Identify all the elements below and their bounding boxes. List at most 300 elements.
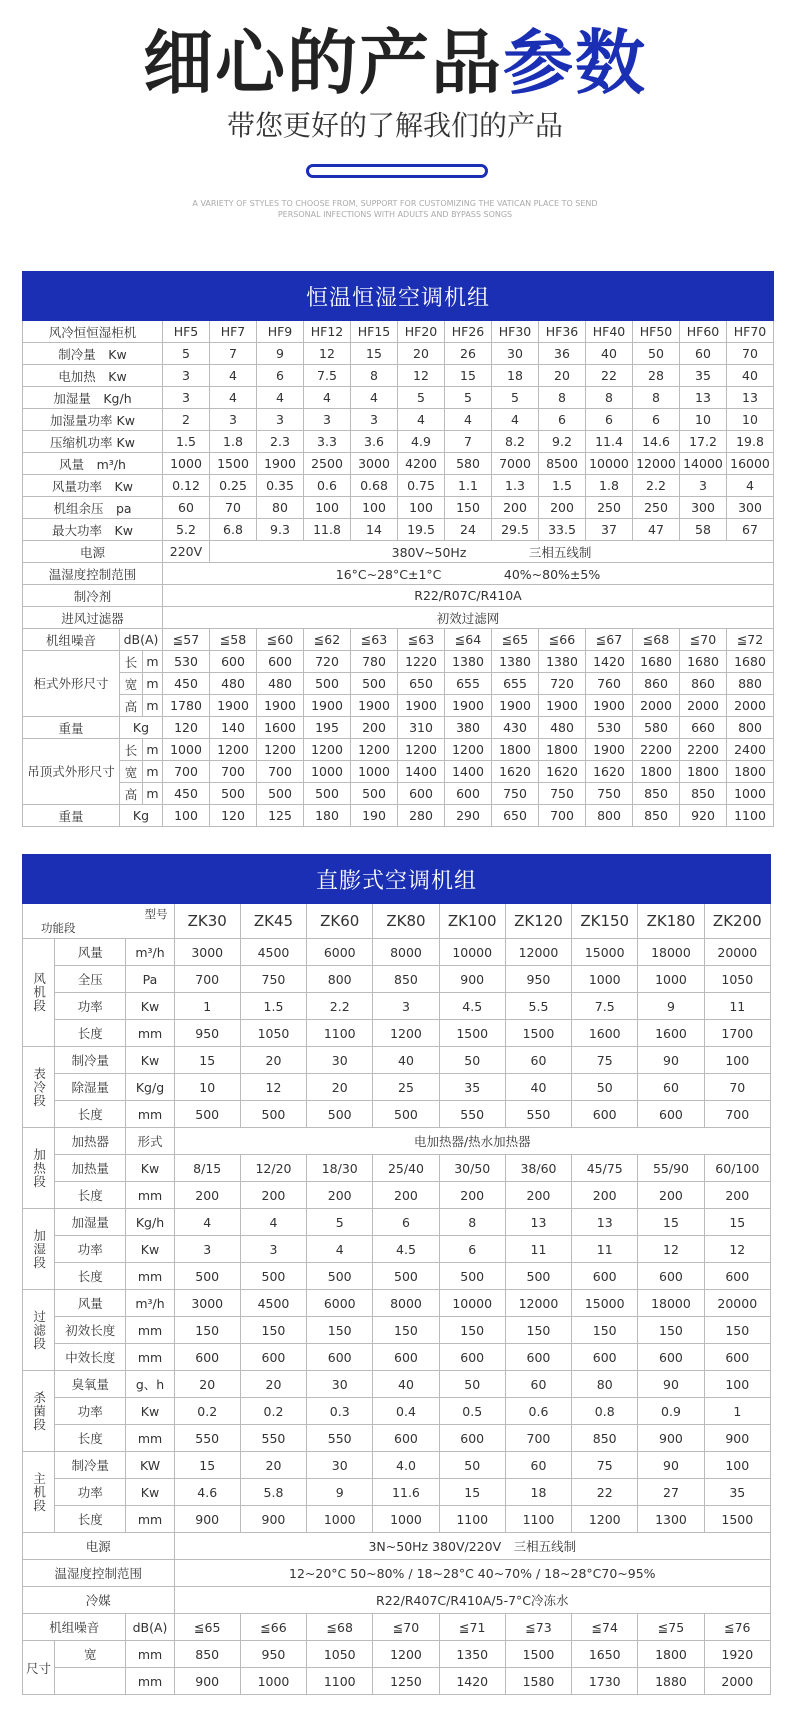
value-cell: 1620 bbox=[539, 761, 586, 783]
table-row bbox=[23, 409, 774, 431]
value-cell: 850 bbox=[633, 805, 680, 827]
unit-cell: mm bbox=[126, 1641, 174, 1668]
table-row bbox=[23, 1371, 771, 1398]
value-cell: 550 bbox=[307, 1425, 373, 1452]
value-cell: ≦57 bbox=[163, 629, 210, 651]
value-cell: 20 bbox=[307, 1074, 373, 1101]
model-cell: ZK30 bbox=[174, 904, 240, 939]
value-cell: 780 bbox=[351, 651, 398, 673]
model-cell: ZK180 bbox=[638, 904, 704, 939]
value-cell: 150 bbox=[373, 1317, 439, 1344]
value-cell: 900 bbox=[704, 1425, 770, 1452]
value-cell: 880 bbox=[727, 673, 774, 695]
table-row bbox=[23, 1425, 771, 1452]
value-cell: 200 bbox=[638, 1182, 704, 1209]
value-cell: 29.5 bbox=[492, 519, 539, 541]
value-cell: 600 bbox=[572, 1344, 638, 1371]
value-cell: 700 bbox=[174, 966, 240, 993]
value-cell: 4.0 bbox=[373, 1452, 439, 1479]
value-cell: 200 bbox=[174, 1182, 240, 1209]
value-cell: 700 bbox=[704, 1101, 770, 1128]
value-cell: 38/60 bbox=[505, 1155, 571, 1182]
value-cell: 1200 bbox=[445, 739, 492, 761]
row-label: 温湿度控制范围 bbox=[23, 563, 163, 585]
value-cell: 6 bbox=[257, 365, 304, 387]
value-cell: 9.2 bbox=[539, 431, 586, 453]
table-row bbox=[23, 475, 774, 497]
value-cell: 2000 bbox=[633, 695, 680, 717]
value-cell: 900 bbox=[174, 1668, 240, 1695]
value-cell: 30 bbox=[307, 1452, 373, 1479]
value-cell: 30/50 bbox=[439, 1155, 505, 1182]
value-cell: 150 bbox=[174, 1317, 240, 1344]
model-cell: HF70 bbox=[727, 321, 774, 343]
value-cell: 200 bbox=[539, 497, 586, 519]
corner-header bbox=[23, 904, 175, 939]
value-cell: 1.8 bbox=[586, 475, 633, 497]
unit-cell: m bbox=[143, 783, 163, 805]
table-row bbox=[23, 673, 774, 695]
value-cell: 600 bbox=[439, 1425, 505, 1452]
value-cell: 2400 bbox=[727, 739, 774, 761]
value-cell: 2.3 bbox=[257, 431, 304, 453]
value-cell: 4 bbox=[257, 387, 304, 409]
value-cell: 2.2 bbox=[307, 993, 373, 1020]
value-cell: 1600 bbox=[638, 1020, 704, 1047]
value-cell: 100 bbox=[704, 1371, 770, 1398]
unit-cell: m bbox=[143, 673, 163, 695]
value-cell: 1.3 bbox=[492, 475, 539, 497]
table-row bbox=[23, 939, 771, 966]
value-cell: R22/R07C/R410A bbox=[163, 585, 774, 607]
value-cell: 4 bbox=[398, 409, 445, 431]
value-cell: 150 bbox=[638, 1317, 704, 1344]
direct-expansion-table bbox=[22, 854, 771, 1695]
value-cell: 4 bbox=[492, 409, 539, 431]
value-cell: 500 bbox=[307, 1263, 373, 1290]
value-cell: 37 bbox=[586, 519, 633, 541]
value-cell: 150 bbox=[445, 497, 492, 519]
value-cell: 8 bbox=[439, 1209, 505, 1236]
value-cell: 90 bbox=[638, 1452, 704, 1479]
value-cell: 950 bbox=[240, 1641, 306, 1668]
value-cell: 1000 bbox=[572, 966, 638, 993]
unit-cell: m bbox=[143, 739, 163, 761]
dim-cell: 高 bbox=[120, 695, 143, 717]
value-cell: 6 bbox=[633, 409, 680, 431]
value-cell: 5 bbox=[307, 1209, 373, 1236]
dim-cell: 长 bbox=[120, 651, 143, 673]
value-cell: 6 bbox=[539, 409, 586, 431]
value-cell: 1900 bbox=[257, 695, 304, 717]
value-cell: ≦71 bbox=[439, 1614, 505, 1641]
value-cell: 480 bbox=[210, 673, 257, 695]
value-cell: 18/30 bbox=[307, 1155, 373, 1182]
value-cell: 2500 bbox=[304, 453, 351, 475]
item-cell: 中效长度 bbox=[55, 1344, 126, 1371]
value-cell: ≦74 bbox=[572, 1614, 638, 1641]
value-cell: 3 bbox=[351, 409, 398, 431]
value-cell: 27 bbox=[638, 1479, 704, 1506]
table-row bbox=[23, 1533, 771, 1560]
table-row bbox=[23, 1290, 771, 1317]
value-cell: 500 bbox=[240, 1263, 306, 1290]
value-cell: 0.8 bbox=[572, 1398, 638, 1425]
value-cell: 60 bbox=[680, 343, 727, 365]
value-cell: 2.2 bbox=[633, 475, 680, 497]
value-cell: 1100 bbox=[307, 1668, 373, 1695]
value-cell: 1800 bbox=[680, 761, 727, 783]
value-cell: 1220 bbox=[398, 651, 445, 673]
table-row bbox=[23, 1155, 771, 1182]
value-cell: 3 bbox=[257, 409, 304, 431]
table-row bbox=[23, 993, 771, 1020]
value-cell: 3 bbox=[240, 1236, 306, 1263]
value-cell: 0.35 bbox=[257, 475, 304, 497]
item-cell: 功率 bbox=[55, 1398, 126, 1425]
group-label: 尺寸 bbox=[23, 1641, 55, 1695]
value-cell: 1900 bbox=[586, 739, 633, 761]
value-cell: 20 bbox=[240, 1047, 306, 1074]
value-cell: ≦68 bbox=[633, 629, 680, 651]
table-row bbox=[23, 651, 774, 673]
value-cell: 500 bbox=[210, 783, 257, 805]
value-cell: 0.25 bbox=[210, 475, 257, 497]
value-cell: 10000 bbox=[586, 453, 633, 475]
value-cell: 12~20°C 50~80% / 18~28°C 40~70% / 18~28°C70~95% bbox=[174, 1560, 770, 1587]
decorative-pill bbox=[306, 164, 488, 178]
value-cell: 1050 bbox=[240, 1020, 306, 1047]
value-cell: 450 bbox=[163, 783, 210, 805]
value-cell: 40 bbox=[505, 1074, 571, 1101]
unit-cell: m bbox=[143, 761, 163, 783]
value-cell: 10000 bbox=[439, 1290, 505, 1317]
model-cell: ZK150 bbox=[572, 904, 638, 939]
value-cell: 4500 bbox=[240, 1290, 306, 1317]
unit-cell: mm bbox=[126, 1506, 174, 1533]
value-cell: 1.5 bbox=[539, 475, 586, 497]
value-cell: 1600 bbox=[257, 717, 304, 739]
group-label: 吊顶式外形尺寸 bbox=[23, 739, 120, 805]
table-row bbox=[23, 1236, 771, 1263]
value-cell: 3 bbox=[680, 475, 727, 497]
model-cell: ZK80 bbox=[373, 904, 439, 939]
value-cell: 13 bbox=[727, 387, 774, 409]
table-row bbox=[23, 431, 774, 453]
value-cell: 1500 bbox=[210, 453, 257, 475]
value-cell: ≦65 bbox=[492, 629, 539, 651]
value-cell: 70 bbox=[704, 1074, 770, 1101]
row-label: 加湿量 Kg/h bbox=[23, 387, 163, 409]
value-cell: 200 bbox=[704, 1182, 770, 1209]
value-cell: 850 bbox=[373, 966, 439, 993]
value-cell: 55/90 bbox=[638, 1155, 704, 1182]
unit-cell: Kw bbox=[126, 1479, 174, 1506]
value-cell: 1900 bbox=[257, 453, 304, 475]
value-cell: 90 bbox=[638, 1371, 704, 1398]
value-cell: 900 bbox=[638, 1425, 704, 1452]
value-cell: 12 bbox=[398, 365, 445, 387]
value-cell: ≦66 bbox=[539, 629, 586, 651]
value-cell: 1 bbox=[704, 1398, 770, 1425]
value-cell: 200 bbox=[373, 1182, 439, 1209]
value-cell: 1000 bbox=[304, 761, 351, 783]
value-cell: 6 bbox=[373, 1209, 439, 1236]
value-cell: 7 bbox=[210, 343, 257, 365]
group-label: 加湿段 bbox=[23, 1209, 55, 1290]
value-cell: 100 bbox=[398, 497, 445, 519]
value-cell: 150 bbox=[505, 1317, 571, 1344]
value-cell: 1920 bbox=[704, 1641, 770, 1668]
unit-cell: mm bbox=[126, 1263, 174, 1290]
value-cell: 220V bbox=[163, 541, 210, 563]
value-cell: 1680 bbox=[727, 651, 774, 673]
value-cell: 5.8 bbox=[240, 1479, 306, 1506]
group-label: 主机段 bbox=[23, 1452, 55, 1533]
table-row bbox=[23, 1452, 771, 1479]
value-cell: 1200 bbox=[351, 739, 398, 761]
table-row bbox=[23, 695, 774, 717]
value-cell: 700 bbox=[505, 1425, 571, 1452]
value-cell: 720 bbox=[304, 651, 351, 673]
dim-cell: 高 bbox=[120, 783, 143, 805]
table-row bbox=[23, 585, 774, 607]
item-cell: 制冷量 bbox=[55, 1452, 126, 1479]
value-cell: 1420 bbox=[439, 1668, 505, 1695]
item-cell: 功率 bbox=[55, 1236, 126, 1263]
table-row bbox=[23, 321, 774, 343]
value-cell: 30 bbox=[307, 1371, 373, 1398]
table-row bbox=[23, 1506, 771, 1533]
value-cell: 1780 bbox=[163, 695, 210, 717]
value-cell: 200 bbox=[307, 1182, 373, 1209]
value-cell: 10 bbox=[680, 409, 727, 431]
value-cell: 580 bbox=[633, 717, 680, 739]
value-cell: 1900 bbox=[586, 695, 633, 717]
tagline: A VARIETY OF STYLES TO CHOOSE FROM, SUPPORT FOR CUSTOMIZING THE VATICAN PLACE TO SEND PERSONAL INFECTIONS WITH ADULTS AND BYPASS SONGS bbox=[192, 199, 598, 219]
model-cell: HF40 bbox=[586, 321, 633, 343]
item-cell: 除湿量 bbox=[55, 1074, 126, 1101]
value-cell: 1900 bbox=[539, 695, 586, 717]
value-cell: 1 bbox=[174, 993, 240, 1020]
value-cell: 1800 bbox=[633, 761, 680, 783]
value-cell: 4 bbox=[351, 387, 398, 409]
value-cell: ≦66 bbox=[240, 1614, 306, 1641]
value-cell: 1000 bbox=[351, 761, 398, 783]
value-cell: 1800 bbox=[492, 739, 539, 761]
value-cell: 500 bbox=[351, 673, 398, 695]
value-cell: 800 bbox=[307, 966, 373, 993]
table-row bbox=[23, 453, 774, 475]
value-cell: 120 bbox=[163, 717, 210, 739]
value-cell: 33.5 bbox=[539, 519, 586, 541]
value-cell: 600 bbox=[704, 1344, 770, 1371]
value-cell: 550 bbox=[505, 1101, 571, 1128]
value-cell: 50 bbox=[439, 1047, 505, 1074]
value-cell: 1500 bbox=[505, 1020, 571, 1047]
value-cell: 1700 bbox=[704, 1020, 770, 1047]
value-cell: 8 bbox=[351, 365, 398, 387]
value-cell: 8500 bbox=[539, 453, 586, 475]
value-cell: 11.6 bbox=[373, 1479, 439, 1506]
value-cell: 1.1 bbox=[445, 475, 492, 497]
table-row bbox=[23, 1560, 771, 1587]
value-cell: 3 bbox=[210, 409, 257, 431]
value-cell: 0.2 bbox=[174, 1398, 240, 1425]
value-cell: 4 bbox=[174, 1209, 240, 1236]
value-cell: 1000 bbox=[373, 1506, 439, 1533]
value-cell: 4 bbox=[210, 387, 257, 409]
value-cell: 15000 bbox=[572, 939, 638, 966]
value-cell: 4500 bbox=[240, 939, 306, 966]
unit-cell: mm bbox=[126, 1101, 174, 1128]
value-cell: 1.5 bbox=[163, 431, 210, 453]
value-cell: 20 bbox=[240, 1452, 306, 1479]
value-cell: 720 bbox=[539, 673, 586, 695]
value-cell: 500 bbox=[351, 783, 398, 805]
unit-cell: Kg bbox=[120, 717, 163, 739]
dim-cell: 长 bbox=[120, 739, 143, 761]
value-cell: 750 bbox=[586, 783, 633, 805]
value-cell: 1200 bbox=[304, 739, 351, 761]
value-cell: 50 bbox=[572, 1074, 638, 1101]
item-cell: 长度 bbox=[55, 1263, 126, 1290]
value-cell: ≦67 bbox=[586, 629, 633, 651]
value-cell: 17.2 bbox=[680, 431, 727, 453]
value-cell: 1620 bbox=[586, 761, 633, 783]
group-label: 表冷段 bbox=[23, 1047, 55, 1128]
unit-cell: Kw bbox=[126, 1155, 174, 1182]
item-cell: 长度 bbox=[55, 1020, 126, 1047]
value-cell: ≦64 bbox=[445, 629, 492, 651]
value-cell: 1050 bbox=[307, 1641, 373, 1668]
value-cell: 13 bbox=[572, 1209, 638, 1236]
value-cell: 1880 bbox=[638, 1668, 704, 1695]
value-cell: 6000 bbox=[307, 1290, 373, 1317]
value-cell: 600 bbox=[638, 1101, 704, 1128]
value-cell: 2200 bbox=[680, 739, 727, 761]
table-row bbox=[23, 1641, 771, 1668]
value-cell: 480 bbox=[257, 673, 304, 695]
value-cell: 50 bbox=[439, 1371, 505, 1398]
table-row bbox=[23, 1182, 771, 1209]
table-row bbox=[23, 1263, 771, 1290]
row-label: 进风过滤器 bbox=[23, 607, 163, 629]
value-cell: 500 bbox=[174, 1101, 240, 1128]
value-cell: 20 bbox=[174, 1371, 240, 1398]
value-cell: 4200 bbox=[398, 453, 445, 475]
row-label: 电源 bbox=[23, 541, 163, 563]
value-cell: 13 bbox=[680, 387, 727, 409]
value-cell: 1200 bbox=[373, 1641, 439, 1668]
table-row bbox=[23, 805, 774, 827]
value-cell: 3.6 bbox=[351, 431, 398, 453]
value-cell: 950 bbox=[505, 966, 571, 993]
model-cell: ZK60 bbox=[307, 904, 373, 939]
item-cell: 功率 bbox=[55, 1479, 126, 1506]
value-cell: 18 bbox=[505, 1479, 571, 1506]
value-cell: 60 bbox=[638, 1074, 704, 1101]
value-cell: 920 bbox=[680, 805, 727, 827]
value-cell: 80 bbox=[257, 497, 304, 519]
value-cell: 8 bbox=[633, 387, 680, 409]
value-cell: 800 bbox=[586, 805, 633, 827]
value-cell: 1800 bbox=[638, 1641, 704, 1668]
value-cell: 18000 bbox=[638, 939, 704, 966]
dim-cell: 宽 bbox=[55, 1641, 126, 1668]
table1-title: 恒温恒湿空调机组 bbox=[23, 272, 774, 321]
value-cell: 700 bbox=[257, 761, 304, 783]
value-cell: 700 bbox=[163, 761, 210, 783]
value-cell: 40 bbox=[373, 1047, 439, 1074]
value-cell: 150 bbox=[307, 1317, 373, 1344]
value-cell: 500 bbox=[304, 783, 351, 805]
value-cell: 15 bbox=[439, 1479, 505, 1506]
unit-cell: mm bbox=[126, 1425, 174, 1452]
value-cell: 760 bbox=[586, 673, 633, 695]
unit-cell: mm bbox=[126, 1668, 174, 1695]
value-cell: 8/15 bbox=[174, 1155, 240, 1182]
value-cell: 150 bbox=[240, 1317, 306, 1344]
table-row bbox=[23, 343, 774, 365]
value-cell: 1800 bbox=[727, 761, 774, 783]
table-row bbox=[23, 1668, 771, 1695]
value-cell: 0.6 bbox=[304, 475, 351, 497]
value-cell: 1000 bbox=[163, 453, 210, 475]
value-cell: 60 bbox=[505, 1371, 571, 1398]
value-cell: ≦68 bbox=[307, 1614, 373, 1641]
value-cell: 11.8 bbox=[304, 519, 351, 541]
unit-cell: KW bbox=[126, 1452, 174, 1479]
value-cell: 3 bbox=[163, 387, 210, 409]
model-cell: HF20 bbox=[398, 321, 445, 343]
model-cell: HF15 bbox=[351, 321, 398, 343]
value-cell: 5 bbox=[398, 387, 445, 409]
value-cell: ≦70 bbox=[373, 1614, 439, 1641]
value-cell: 4.6 bbox=[174, 1479, 240, 1506]
value-cell: 11.4 bbox=[586, 431, 633, 453]
value-cell: 550 bbox=[240, 1425, 306, 1452]
value-cell: 19.5 bbox=[398, 519, 445, 541]
unit-cell: m bbox=[143, 651, 163, 673]
value-cell: 600 bbox=[373, 1425, 439, 1452]
unit-cell: mm bbox=[126, 1182, 174, 1209]
value-cell: ≦72 bbox=[727, 629, 774, 651]
value-cell: 1650 bbox=[572, 1641, 638, 1668]
value-cell: 12 bbox=[704, 1236, 770, 1263]
value-cell: 18 bbox=[492, 365, 539, 387]
unit-cell: dB(A) bbox=[126, 1614, 174, 1641]
value-cell: ≦70 bbox=[680, 629, 727, 651]
table-row bbox=[23, 1101, 771, 1128]
model-cell: HF36 bbox=[539, 321, 586, 343]
value-cell: 150 bbox=[439, 1317, 505, 1344]
value-cell: 4.5 bbox=[439, 993, 505, 1020]
value-cell: 850 bbox=[680, 783, 727, 805]
value-cell: 8.2 bbox=[492, 431, 539, 453]
value-cell: 25 bbox=[373, 1074, 439, 1101]
value-cell: 75 bbox=[572, 1047, 638, 1074]
value-cell: 3 bbox=[373, 993, 439, 1020]
item-cell: 功率 bbox=[55, 993, 126, 1020]
unit-cell: Kw bbox=[126, 1236, 174, 1263]
value-cell: 500 bbox=[373, 1101, 439, 1128]
value-cell: 3 bbox=[163, 365, 210, 387]
value-cell: 4.9 bbox=[398, 431, 445, 453]
value-cell: 8 bbox=[539, 387, 586, 409]
table-row bbox=[23, 497, 774, 519]
value-cell: 1200 bbox=[572, 1506, 638, 1533]
